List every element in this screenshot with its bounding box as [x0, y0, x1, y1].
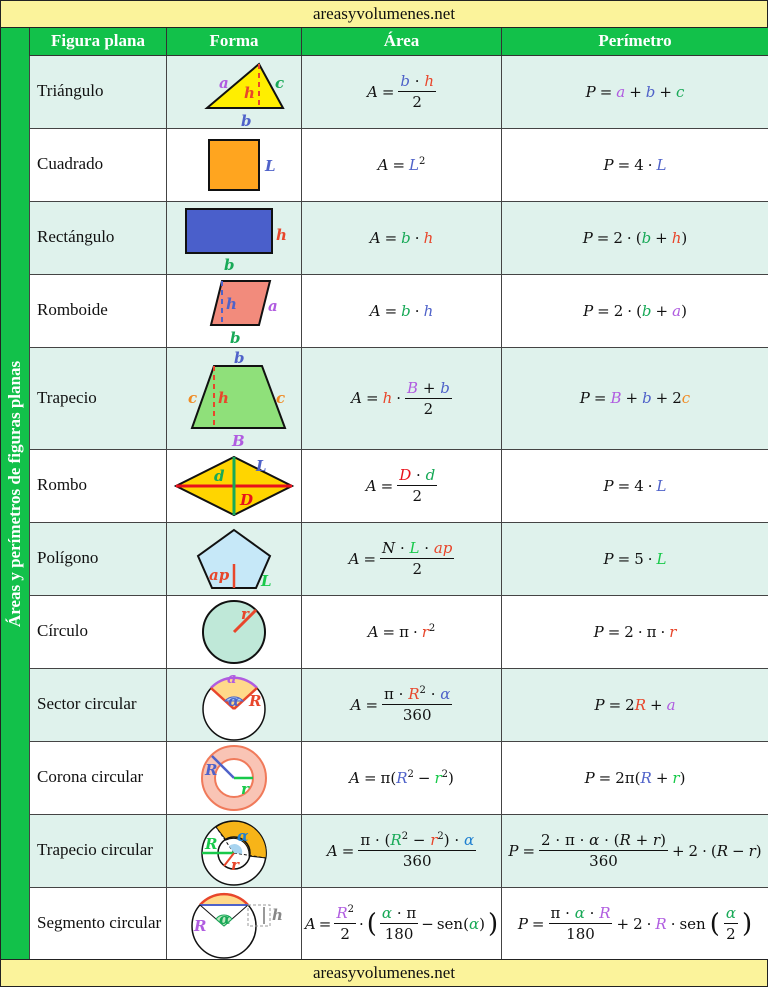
- perimeter-formula: P = B + b + 2c: [502, 347, 768, 449]
- table-header-row: [30, 28, 768, 55]
- svg-text:a: a: [227, 668, 237, 687]
- svg-text:a: a: [268, 296, 278, 315]
- figure-name: Trapecio circular: [30, 814, 167, 887]
- circular-segment-icon: [174, 888, 294, 960]
- shape-cell: [167, 595, 302, 668]
- svg-text:L: L: [261, 571, 272, 590]
- shape-cell: [167, 449, 302, 522]
- shape-cell: [167, 128, 302, 201]
- svg-text:b: b: [224, 255, 235, 273]
- shape-cell: [167, 887, 302, 960]
- svg-text:R: R: [205, 834, 218, 853]
- circular-trapezoid-icon: [179, 815, 289, 887]
- column-header-shape: Forma: [167, 28, 302, 55]
- triangle-icon: [179, 56, 289, 128]
- rhombus-icon: [172, 453, 296, 519]
- shape-cell: [167, 522, 302, 595]
- table-row: [30, 201, 768, 274]
- area-formula: A = h · $\frac{B + b}{2}$: [302, 347, 502, 449]
- figure-name: Rombo: [30, 449, 167, 522]
- svg-text:R: R: [249, 691, 262, 710]
- shape-cell: [167, 347, 302, 449]
- svg-text:R: R: [205, 760, 218, 779]
- table-row: [30, 347, 768, 449]
- svg-text:b: b: [230, 328, 241, 346]
- area-formula: A = $\pi(R^2$ − $r^2$): [302, 741, 502, 814]
- perimeter-formula: P = 2 · π · r: [502, 595, 768, 668]
- svg-text:r: r: [231, 855, 239, 874]
- svg-text:α: α: [228, 691, 240, 710]
- figure-name: Romboide: [30, 274, 167, 347]
- table-row: [30, 887, 768, 960]
- svg-text:ap: ap: [209, 565, 230, 584]
- figure-name: Sector circular: [30, 668, 167, 741]
- area-formula: A = $\frac{b \cdot h}{2}$: [302, 55, 502, 128]
- svg-text:c: c: [276, 389, 286, 407]
- svg-text:b: b: [234, 349, 245, 367]
- shape-cell: [167, 201, 302, 274]
- side-title-bar: [0, 28, 29, 959]
- svg-text:h: h: [226, 294, 237, 313]
- svg-text:a: a: [219, 73, 229, 92]
- perimeter-formula: P = 2π(R + r): [502, 741, 768, 814]
- area-formula: A = $\frac{\pi \cdot (R^2 - r^2) \cdot \alpha}{360}$: [302, 814, 502, 887]
- perimeter-formula: P = 2 · (b + h): [502, 201, 768, 274]
- svg-text:d: d: [214, 466, 225, 485]
- area-formula: A = $L^2$: [302, 128, 502, 201]
- shape-cell: [167, 55, 302, 128]
- parallelogram-icon: [179, 276, 289, 346]
- area-formula: A = $\frac{R^2}{2}$ · ( $\frac{\alpha \cdot \pi}{180}$ − sen(α) ): [302, 887, 502, 960]
- figure-name: Corona circular: [30, 741, 167, 814]
- figure-name: Triángulo: [30, 55, 167, 128]
- svg-text:L: L: [265, 156, 276, 175]
- area-formula: A = b · h: [302, 274, 502, 347]
- trapezoid-icon: [174, 348, 294, 448]
- table-row: [30, 55, 768, 128]
- svg-text:D: D: [240, 490, 254, 509]
- table-row: [30, 814, 768, 887]
- perimeter-formula: P = 4 · L: [502, 128, 768, 201]
- svg-text:c: c: [188, 389, 198, 407]
- svg-text:c: c: [275, 73, 285, 92]
- area-formula: A = $\frac{N \cdot L \cdot ap}{2}$: [302, 522, 502, 595]
- svg-text:R: R: [194, 916, 207, 935]
- perimeter-formula: P = $\frac{2 \cdot \pi \cdot \alpha \cdot (R + r)}{360}$ + 2 · (R − r): [502, 814, 768, 887]
- svg-text:h: h: [244, 83, 255, 102]
- shape-cell: [167, 274, 302, 347]
- figure-name: Rectángulo: [30, 201, 167, 274]
- table-row: [30, 128, 768, 201]
- table-row: [30, 522, 768, 595]
- column-header-area: Área: [302, 28, 502, 55]
- footer-banner: areasyvolumenes.net: [0, 959, 768, 987]
- svg-text:r: r: [241, 604, 249, 623]
- svg-text:r: r: [241, 779, 249, 798]
- figure-name: Polígono: [30, 522, 167, 595]
- table-row: [30, 668, 768, 741]
- side-title: Áreas y perímetros de figuras planas: [5, 360, 25, 627]
- area-formula: A = $\frac{\pi \cdot R^2 \cdot \alpha}{360}$: [302, 668, 502, 741]
- table-row: [30, 449, 768, 522]
- annulus-icon: [179, 743, 289, 813]
- formula-table: [29, 28, 768, 961]
- column-header-figure: Figura plana: [30, 28, 167, 55]
- perimeter-formula: P = 2R + a: [502, 668, 768, 741]
- svg-text:α: α: [219, 909, 231, 928]
- rectangle-icon: [174, 203, 294, 273]
- svg-text:h: h: [276, 225, 287, 244]
- area-formula: A = π · $r^2$: [302, 595, 502, 668]
- figure-name: Cuadrado: [30, 128, 167, 201]
- perimeter-formula: P = 4 · L: [502, 449, 768, 522]
- perimeter-formula: P = $\frac{\pi \cdot \alpha \cdot R}{180}$ + 2 · R · sen ( $\frac{\alpha}{2}$ ): [502, 887, 768, 960]
- table-row: [30, 741, 768, 814]
- pentagon-icon: [179, 526, 289, 592]
- perimeter-formula: P = 5 · L: [502, 522, 768, 595]
- perimeter-formula: P = a + b + c: [502, 55, 768, 128]
- header-banner: areasyvolumenes.net: [0, 0, 768, 28]
- table-row: [30, 595, 768, 668]
- shape-cell: [167, 741, 302, 814]
- figure-name: Segmento circular: [30, 887, 167, 960]
- shape-cell: [167, 814, 302, 887]
- circular-sector-icon: [179, 669, 289, 741]
- area-formula: A = b · h: [302, 201, 502, 274]
- table-row: [30, 274, 768, 347]
- svg-text:L: L: [256, 456, 267, 475]
- perimeter-formula: P = 2 · (b + a): [502, 274, 768, 347]
- circle-icon: [179, 597, 289, 667]
- area-formula: A = $\frac{D \cdot d}{2}$: [302, 449, 502, 522]
- shape-cell: [167, 668, 302, 741]
- square-icon: [179, 135, 289, 195]
- svg-text:b: b: [241, 111, 252, 128]
- figure-name: Círculo: [30, 595, 167, 668]
- column-header-perimeter: Perímetro: [502, 28, 768, 55]
- svg-text:h: h: [218, 389, 229, 407]
- svg-text:α: α: [237, 826, 249, 845]
- svg-text:h: h: [272, 905, 283, 924]
- figure-name: Trapecio: [30, 347, 167, 449]
- svg-text:B: B: [232, 432, 245, 448]
